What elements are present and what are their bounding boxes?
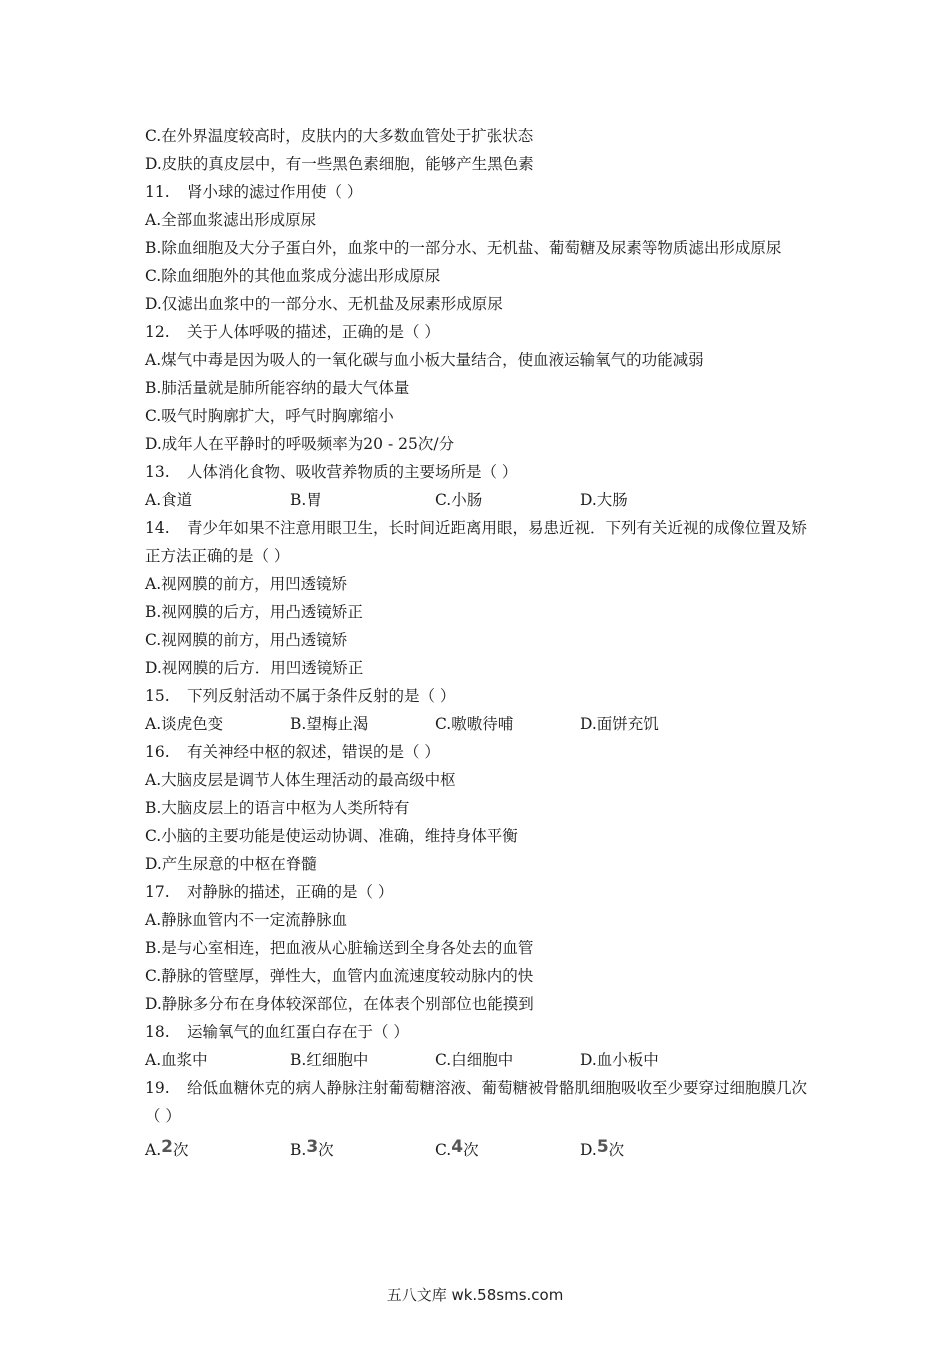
option-line: D.静脉多分布在身体较深部位，在体表个别部位也能摸到	[145, 995, 534, 1013]
option-line: D.仅滤出血浆中的一部分水、无机盐及尿素形成原尿	[145, 295, 503, 313]
option-b: B.胃	[290, 491, 322, 509]
inline-options	[145, 710, 815, 738]
question-text: 人体消化食物、吸收营养物质的主要场所是（ ）	[187, 463, 518, 481]
question-text: 青少年如果不注意用眼卫生，长时间近距离用眼，易患近视．下列有关近视的成像位置及矫正方法正确的是（ ）	[145, 519, 808, 565]
option-d: D.血小板中	[580, 1051, 659, 1069]
option-a: A.血浆中	[145, 1051, 208, 1069]
option-number-image: 4	[451, 1137, 464, 1157]
option-line: B.是与心室相连，把血液从心脏输送到全身各处去的血管	[145, 939, 534, 957]
option-b: B.望梅止渴	[290, 715, 369, 733]
option-line: D.视网膜的后方．用凹透镜矫正	[145, 659, 364, 677]
option-prefix: A.	[145, 1141, 162, 1159]
option-prefix: D.	[580, 1141, 597, 1159]
option-line: B.肺活量就是肺所能容纳的最大气体量	[145, 379, 410, 397]
option-line: C.静脉的管壁厚，弹性大，血管内血流速度较动脉内的快	[145, 967, 534, 985]
option-line: A.静脉血管内不一定流静脉血	[145, 911, 348, 929]
option-prefix: B.	[290, 1141, 307, 1159]
option-line: B.视网膜的后方，用凸透镜矫正	[145, 603, 363, 621]
footer-watermark: 五八文库 wk.58sms.com	[386, 1286, 564, 1304]
question-stem	[145, 878, 815, 906]
question-text: 给低血糖休克的病人静脉注射葡萄糖溶液、葡萄糖被骨骼肌细胞吸收至少要穿过细胞膜几次（ ）	[145, 1079, 808, 1125]
inline-options	[145, 1136, 815, 1164]
option-line: B.大脑皮层上的语言中枢为人类所特有	[145, 799, 410, 817]
question-stem	[145, 318, 815, 346]
option-number-image: 5	[596, 1137, 609, 1157]
question-number: 15.	[145, 687, 170, 705]
option-line: A.视网膜的前方，用凹透镜矫	[145, 575, 348, 593]
option-line: C.除血细胞外的其他血浆成分滤出形成原尿	[145, 267, 441, 285]
option-c: C.小肠	[435, 491, 483, 509]
question-number: 19.	[145, 1079, 170, 1097]
option-d: D.大肠	[580, 491, 628, 509]
question-stem	[145, 682, 815, 710]
option-a: A.食道	[145, 491, 193, 509]
option-line: C.小脑的主要功能是使运动协调、准确，维持身体平衡	[145, 827, 518, 845]
question-stem	[145, 178, 815, 206]
option-b: B.红细胞中	[290, 1051, 369, 1069]
option-line: B.除血细胞及大分子蛋白外，血浆中的一部分水、无机盐、葡萄糖及尿素等物质滤出形成原尿	[145, 239, 782, 257]
option-suffix: 次	[463, 1141, 479, 1159]
option-a	[145, 1136, 290, 1164]
option-c: C.嗷嗷待哺	[435, 715, 514, 733]
option-line: A.大脑皮层是调节人体生理活动的最高级中枢	[145, 771, 456, 789]
option-d: D.面饼充饥	[580, 715, 659, 733]
question-text: 关于人体呼吸的描述，正确的是（ ）	[187, 323, 440, 341]
option-line: A.煤气中毒是因为吸人的一氧化碳与血小板大量结合，使血液运输氧气的功能减弱	[145, 351, 704, 369]
option-line: C.吸气时胸廓扩大，呼气时胸廓缩小	[145, 407, 394, 425]
question-number: 16.	[145, 743, 170, 761]
option-line: C.在外界温度较高时，皮肤内的大多数血管处于扩张状态	[145, 127, 534, 145]
question-number: 13.	[145, 463, 170, 481]
question-stem	[145, 458, 815, 486]
option-suffix: 次	[318, 1141, 334, 1159]
question-text: 运输氧气的血红蛋白存在于（ ）	[187, 1023, 409, 1041]
question-text: 对静脉的描述，正确的是（ ）	[187, 883, 394, 901]
option-c	[435, 1136, 580, 1164]
question-text: 下列反射活动不属于条件反射的是（ ）	[187, 687, 456, 705]
option-line: D.皮肤的真皮层中，有一些黑色素细胞，能够产生黑色素	[145, 155, 534, 173]
question-number: 18.	[145, 1023, 170, 1041]
option-suffix: 次	[172, 1141, 189, 1159]
option-b	[290, 1136, 435, 1164]
option-line: A.全部血浆滤出形成原尿	[145, 211, 317, 229]
option-line: D.成年人在平静时的呼吸频率为20 - 25次/分	[145, 435, 455, 453]
option-d	[580, 1136, 725, 1164]
question-text: 肾小球的滤过作用使（ ）	[187, 183, 363, 201]
inline-options	[145, 1046, 815, 1074]
question-number: 14.	[145, 519, 170, 537]
option-c: C.白细胞中	[435, 1051, 514, 1069]
question-number: 17.	[145, 883, 170, 901]
option-number-image: 3	[306, 1137, 319, 1157]
option-prefix: C.	[435, 1141, 452, 1159]
question-stem	[145, 738, 815, 766]
question-stem	[145, 1018, 815, 1046]
question-stem	[145, 1074, 815, 1130]
inline-options	[145, 486, 815, 514]
question-stem	[145, 514, 815, 570]
option-a: A.谈虎色变	[145, 715, 224, 733]
question-text: 有关神经中枢的叙述，错误的是（ ）	[187, 743, 440, 761]
question-number: 12.	[145, 323, 170, 341]
option-suffix: 次	[608, 1141, 625, 1159]
option-number-image: 2	[161, 1137, 173, 1157]
option-line: C.视网膜的前方，用凸透镜矫	[145, 631, 348, 649]
option-line: D.产生尿意的中枢在脊髓	[145, 855, 317, 873]
question-content	[145, 122, 815, 1164]
question-number: 11.	[145, 183, 170, 201]
